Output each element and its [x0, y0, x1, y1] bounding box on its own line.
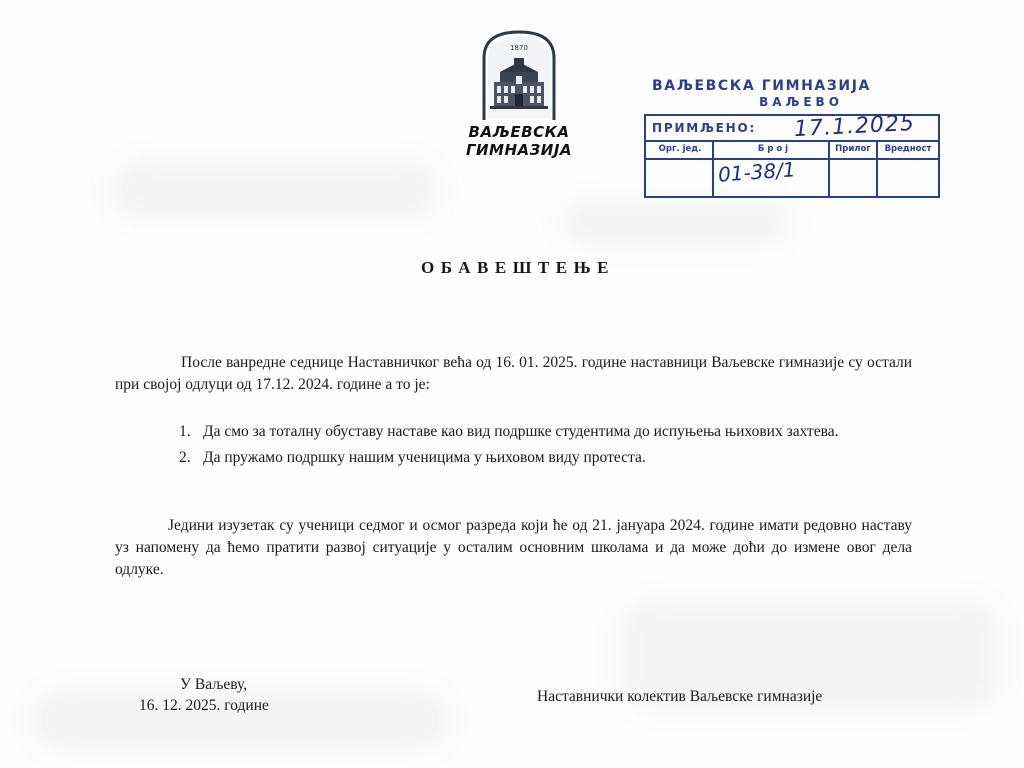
stamp-col-number: Б р о ј [757, 144, 789, 154]
paragraph-exception: Једини изузетак су ученици седмог и осмог разреда који ће од 21. јануара 2024. године имати редовно наставу уз напомену да ћемо пратити развој ситуације у осталим основним школама и да може доћи до измене овог дела одлуке. [115, 517, 912, 578]
stamp-received-date: 17.1.2025 [793, 110, 916, 143]
logo-text-line1: ВАЉЕВСКА [468, 123, 570, 141]
decision-list [179, 421, 919, 473]
stamp-col-attachment: Прилог [835, 144, 871, 154]
logo-text-line2: ГИМНАЗИЈА [465, 141, 573, 159]
stamp-city: ВАЉЕВО [759, 95, 843, 109]
signature-line: Наставнички колектив Ваљевске гимназије [537, 688, 823, 705]
stamp-col-org: Орг. јед. [658, 144, 702, 154]
list-item-number: 1. [179, 423, 191, 440]
stamp-received-label: ПРИМЉЕНО: [652, 121, 757, 135]
stamp-school-name: ВАЉЕВСКА ГИМНАЗИЈА [652, 78, 871, 94]
scan-artifact [560, 200, 790, 245]
stamp-divider [876, 142, 878, 198]
stamp-registry-number: 01-38/1 [717, 157, 797, 187]
logo-year: 1870 [510, 44, 528, 52]
list-item [179, 421, 919, 443]
scan-artifact [110, 160, 440, 220]
date-line: 16. 12. 2025. године [139, 697, 269, 714]
list-item [179, 447, 919, 469]
document-heading: ОБАВЕШТЕЊЕ [421, 258, 615, 277]
school-building-emblem [464, 28, 574, 124]
stamp-received-row [646, 110, 938, 143]
list-item-text: Да смо за тоталну обуставу наставе као вид подршке студентима до испуњења њихових захтева. [203, 423, 839, 440]
paragraph-intro: После ванредне седнице Наставничког већа од 16. 01. 2025. године наставници Ваљевске гимназије су остали при својој одлуци од 17.12. 2024. године а то је: [115, 354, 912, 393]
registry-stamp [640, 74, 946, 206]
list-item-number: 2. [179, 449, 191, 466]
list-item-text: Да пружамо подршку нашим ученицима у њиховом виду протеста. [203, 449, 646, 466]
stamp-divider [828, 142, 830, 198]
stamp-col-value: Вредност [884, 144, 932, 154]
stamp-divider [712, 142, 714, 198]
place-line: У Ваљеву, [180, 676, 248, 693]
stamp-table [644, 110, 940, 198]
school-logo [464, 28, 574, 168]
